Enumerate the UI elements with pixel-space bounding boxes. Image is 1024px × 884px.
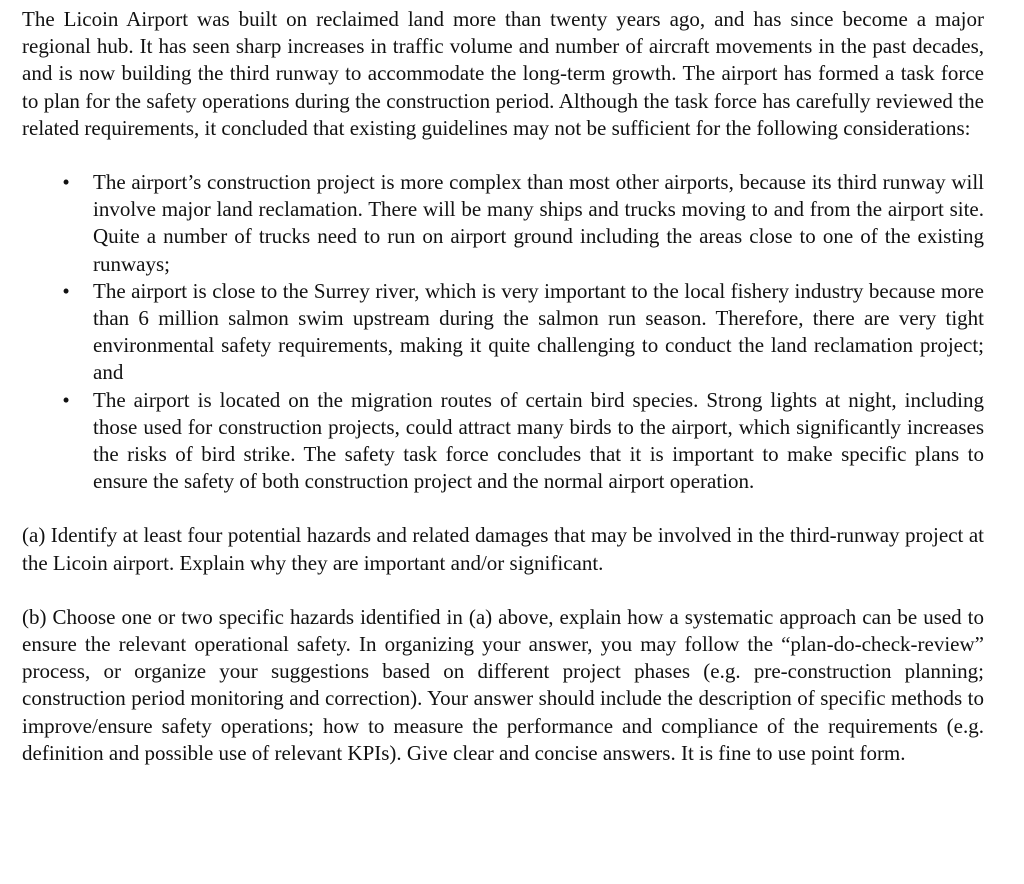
list-item-text: The airport is close to the Surrey river, which is very important to the local fishery industry because more than 6 million salmon swim upstream during the salmon run season. Therefore, there are very tight environmental safety requirements, making it quite challenging to conduct the land reclamation project; and <box>93 278 984 385</box>
list-item-text: The airport is located on the migration routes of certain bird species. Strong lights at night, including those used for construction projects, could attract many birds to the airport, which significantly increases the risks of bird strike. The safety task force concludes that it is important to make specific plans to ensure the safety of both construction project and the normal airport operation. <box>93 387 984 494</box>
list-item <box>22 278 984 387</box>
bullet-icon: • <box>62 170 70 195</box>
list-item <box>22 169 984 278</box>
question-a: (a) Identify at least four potential hazards and related damages that may be involved in the third-runway project at the Licoin airport. Explain why they are important and/or significant. <box>22 523 984 575</box>
question-b: (b) Choose one or two specific hazards identified in (a) above, explain how a systematic approach can be used to ensure the relevant operational safety. In organizing your answer, you may follow the “plan-do-check-review” process, or organize your suggestions based on different project phases (e.g. pre-construction planning; construction period monitoring and correction). Your answer should include the description of specific methods to improve/ensure safety operations; how to measure the performance and compliance of the requirements (e.g. definition and possible use of relevant KPIs). Give clear and concise answers. It is fine to use point form. <box>22 604 984 765</box>
list-item <box>22 387 984 496</box>
considerations-list <box>22 169 984 495</box>
intro-paragraph: The Licoin Airport was built on reclaimed land more than twenty years ago, and has since become a major regional hub. It has seen sharp increases in traffic volume and number of aircraft movements in the past decades, and is now building the third runway to accommodate the long-term growth. The airport has formed a task force to plan for the safety operations during the construction period. Although the task force has carefully reviewed the related requirements, it concluded that existing guidelines may not be sufficient for the following considerations: <box>22 7 984 140</box>
bullet-icon: • <box>62 278 70 303</box>
document-page <box>22 6 984 767</box>
bullet-icon: • <box>62 387 70 412</box>
list-item-text: The airport’s construction project is more complex than most other airports, because its third runway will involve major land reclamation. There will be many ships and trucks moving to and from the airport site. Quite a number of trucks need to run on airport ground including the areas close to one of the existing runways; <box>93 170 984 276</box>
